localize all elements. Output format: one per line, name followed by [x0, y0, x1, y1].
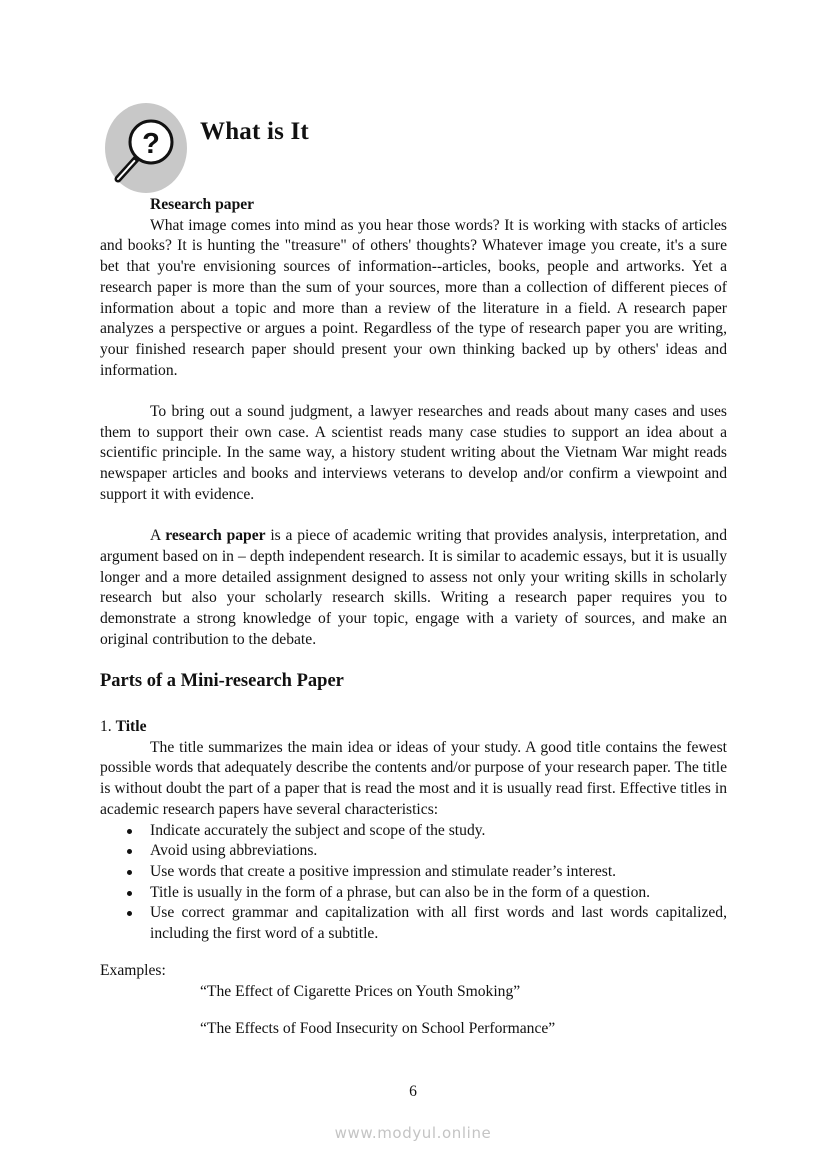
- list-item: [100, 841, 727, 862]
- list-item-text: Title is usually in the form of a phrase, but can also be in the form of a question.: [150, 883, 651, 901]
- definition-lead: A: [150, 527, 166, 545]
- list-item: [100, 862, 727, 883]
- parts-heading: Parts of a Mini-research Paper: [100, 671, 344, 691]
- definition-term: research paper: [165, 527, 266, 545]
- intro-paragraph-2: To bring out a sound judgment, a lawyer researches and reads about many cases and uses them to support their own case. A scientist reads many case studies to support an idea about a scientific principle. In the same way, a history student writing about the Vietnam War might reads newspaper articles and books and interviews veterans to develop and/or confirm a viewpoint and support it with evidence.: [100, 403, 727, 503]
- section-title: What is It: [200, 118, 309, 145]
- characteristics-list: [100, 821, 727, 945]
- intro-paragraph-1: What image comes into mind as you hear those words? It is working with stacks of articles and books? It is hunting the "treasure" of others' thoughts? Whatever image you create, it's a sure bet that you're envisioning sources of information--articles, books, people and artworks. Yet a research paper is more than the sum of your sources, more than a collection of different pieces of information about a topic and more than a review of the literature in a field. A research paper analyzes a perspective or argues a point. Regardless of the type of research paper you are writing, your finished research paper should present your own thinking backed up by others' ideas and information.: [100, 216, 727, 379]
- magnifier-question-icon: [104, 102, 188, 194]
- subheading-research-paper: Research paper: [150, 196, 255, 213]
- list-item-text: Avoid using abbreviations.: [150, 842, 318, 860]
- list-item: [100, 883, 727, 904]
- list-item: [100, 821, 727, 842]
- part-1-paragraph: The title summarizes the main idea or ideas of your study. A good title contains the fewest possible words that adequately describe the contents and/or purpose of your research paper. The title is without doubt the part of a paper that is read the most and it is usually read first. Effective titles in academic research papers have several characteristics:: [100, 738, 727, 818]
- bullet-icon: [127, 849, 132, 854]
- list-item: [100, 903, 727, 944]
- example-title-1: “The Effect of Cigarette Prices on Youth Smoking”: [200, 983, 521, 1000]
- part-title-section: [100, 717, 727, 945]
- part-name: Title: [115, 718, 147, 735]
- bullet-icon: [127, 891, 132, 896]
- bullet-icon: [127, 870, 132, 875]
- list-item-text: Use words that create a positive impression and stimulate reader’s interest.: [150, 862, 617, 880]
- part-number: 1.: [100, 718, 116, 735]
- watermark: www.modyul.online: [334, 1124, 492, 1142]
- svg-text:?: ?: [142, 128, 160, 160]
- bullet-icon: [127, 911, 132, 916]
- definition-rest: is a piece of academic writing that provides analysis, interpretation, and argument based on in – depth independent research. It is similar to academic essays, but it is usually longer and a more detailed assignment designed to assess not only your writing skills in scholarly research but also your scholarly research skills. Writing a research paper requires you to demonstrate a strong knowledge of your topic, engage with a variety of sources, and make an original contribution to the debate.: [100, 527, 727, 648]
- list-item-text: Indicate accurately the subject and scope of the study.: [150, 821, 486, 839]
- bullet-icon: [127, 829, 132, 834]
- part-1-label: [100, 717, 727, 738]
- example-title-2: “The Effects of Food Insecurity on School Performance”: [200, 1020, 556, 1037]
- list-item-text: Use correct grammar and capitalization with all first words and last words capitalized, including the first word of a subtitle.: [150, 904, 727, 943]
- examples-label: Examples:: [100, 962, 166, 979]
- page-number: 6: [409, 1083, 417, 1100]
- intro-section: [100, 195, 727, 650]
- definition-paragraph: [100, 526, 727, 650]
